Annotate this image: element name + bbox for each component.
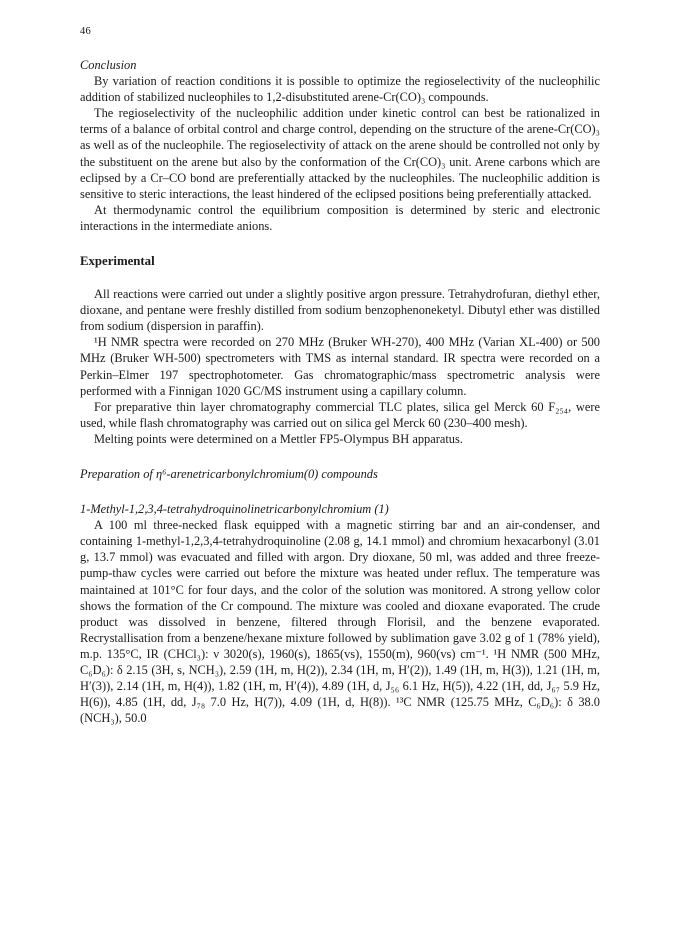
compound-heading: 1-Methyl-1,2,3,4-tetrahydroquinolinetricarbonylchromium (1) [80,502,389,517]
preparation-heading: Preparation of η⁶-arenetricarbonylchromium(0) compounds [80,466,378,481]
page-number: 46 [80,26,91,37]
experimental-heading: Experimental [80,254,155,269]
experimental-paragraph-4: Melting points were determined on a Mettler FP5-Olympus BH apparatus. [94,431,463,446]
conclusion-paragraph-1: By variation of reaction conditions it is possible to optimize the regioselectivity of the nucleophilic addition of stabilized nucleophiles to 1,2-disubstituted arene-Cr(CO)₃ compounds. [80,74,600,105]
experimental-paragraph-1: All reactions were carried out under a slightly positive argon pressure. Tetrahydrofuran, diethyl ether, dioxane, and pentane were freshly distilled from sodium benzophenoneketyl. Dibutyl ether was distilled from sodium (dispersion in paraffin). [80,287,600,334]
conclusion-heading: Conclusion [80,58,137,72]
page [80,26,600,726]
experimental-paragraph-2: ¹H NMR spectra were recorded on 270 MHz (Bruker WH-270), 400 MHz (Varian XL-400) or 500 MHz (Bruker WH-500) spectrometers with TMS as internal standard. IR spectra were recorded on a Perkin–Elmer 197 spectrophotometer. Gas chromatographic/mass spectrometric analysis were performed with a Finnigan 1020 GC/MS instrument using a capillary column. [80,335,600,398]
experimental-paragraph-3: For preparative thin layer chromatography commercial TLC plates, silica gel Merck 60 F₂₅₄, were used, while flash chromatography was carried out on silica gel Merck 60 (230–400 mesh). [80,399,600,430]
conclusion-paragraph-3: At thermodynamic control the equilibrium composition is determined by steric and electronic interactions in the intermediate anions. [80,202,600,233]
conclusion-paragraph-2: The regioselectivity of the nucleophilic addition under kinetic control can best be rationalized in terms of a balance of orbital control and charge control, depending on the structure of the arene-Cr(CO)₃ as well as of the nucleophile. The regioselectivity of attack on the arene should be controlled not only by the substituent on the arene but also by the conformation of the Cr(CO)₃ unit. Arene carbons which are eclipsed by a Cr–CO bond are preferentially attacked by the nucleophiles. The nucleophilic addition is sensitive to steric interactions, the least hindered of the eclipsed positions being preferentially attacked. [80,106,600,201]
compound-paragraph: A 100 ml three-necked flask equipped with a magnetic stirring bar and an air-condenser, and containing 1-methyl-1,2,3,4-tetrahydroquinoline (2.08 g, 14.1 mmol) and chromium hexacarbonyl (3.01 g, 13.7 mmol) was evacuated and filled with argon. Dry dioxane, 50 ml, was added and three freeze-pump-thaw cycles were carried out before the mixture was heated under reflux. The temperature was maintained at 101°C for four days, and the color of the solution was monitored. A strong yellow color shows the formation of the Cr compound. The mixture was cooled and dioxane evaporated. The crude product was dissolved in benzene, filtered through Florisil, and the benzene evaporated. Recrystallisation from a benzene/hexane mixture followed by sublimation gave 3.02 g of 1 (78% yield), m.p. 135°C, IR (CHCl₃): ν 3020(s), 1960(s), 1865(vs), 1550(m), 960(vs) cm⁻¹. ¹H NMR (500 MHz, C₆D₆): δ 2.15 (3H, s, NCH₃), 2.59 (1H, m, H(2)), 2.34 (1H, m, H′(2)), 1.49 (1H, m, H(3)), 1.21 (1H, m, H′(3)), 2.14 (1H, m, H(4)), 1.82 (1H, m, H′(4)), 4.89 (1H, d, J₅₆ 6.1 Hz, H(5)), 4.22 (1H, dd, J₆₇ 5.9 Hz, H(6)), 4.85 (1H, dd, J₇₈ 7.0 Hz, H(7)), 4.09 (1H, d, H(8)). ¹³C NMR (125.75 MHz, C₆D₆): δ 38.0 (NCH₃), 50.0 [80,518,600,726]
